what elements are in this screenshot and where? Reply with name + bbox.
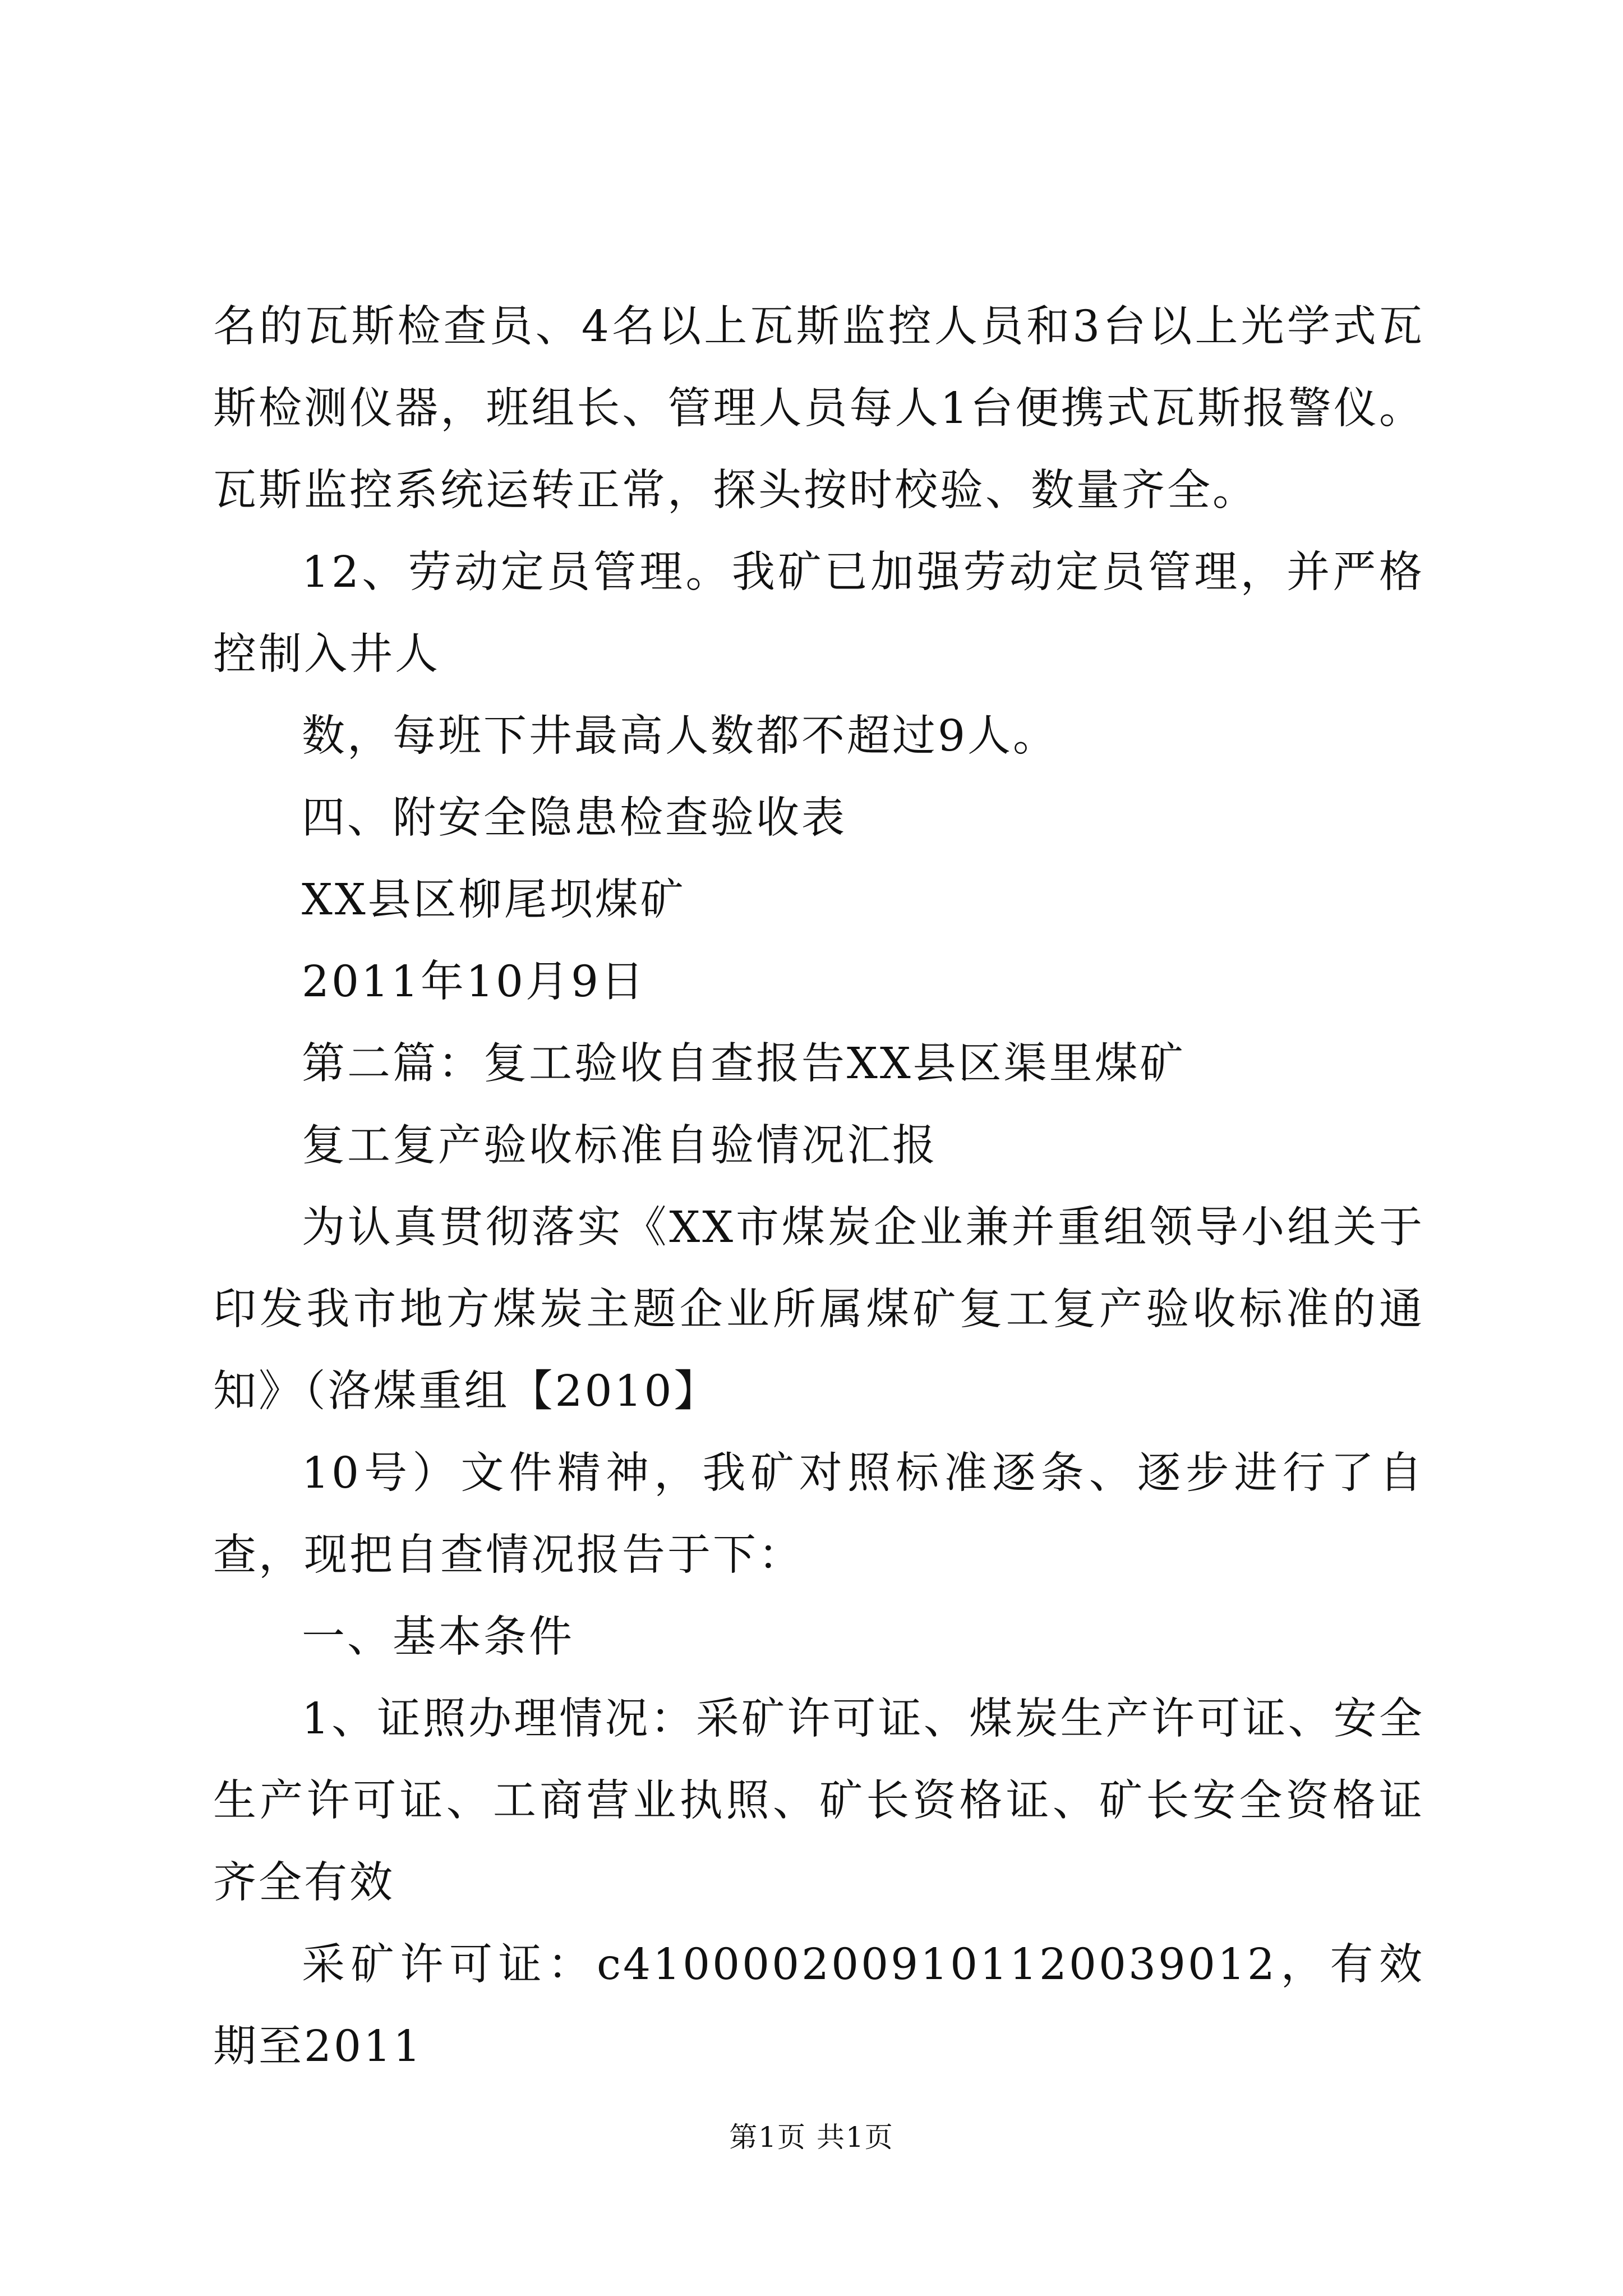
paragraph-4: 四、附安全隐患检查验收表 bbox=[302, 793, 847, 843]
paragraph-9: 为认真贯彻落实《XX市煤炭企业兼并重组领导小组关于印发我市地方煤炭主题企业所属煤矿复工复产验收标准的通知》（洛煤重组【2010】 bbox=[213, 1203, 1424, 1416]
paragraph-10: 10号）文件精神，我矿对照标准逐条、逐步进行了自查，现把自查情况报告于下： bbox=[213, 1448, 1424, 1580]
paragraph-5: XX县区柳尾坝煤矿 bbox=[302, 875, 686, 925]
paragraph-11: 一、基本条件 bbox=[302, 1612, 574, 1662]
paragraph-6: 2011年10月9日 bbox=[302, 957, 646, 1007]
paragraph-2: 12、劳动定员管理。我矿已加强劳动定员管理，并严格控制入井人 bbox=[213, 547, 1424, 679]
page-footer: 第1页 共1页 bbox=[729, 2121, 894, 2154]
paragraph-12: 1、证照办理情况：采矿许可证、煤炭生产许可证、安全生产许可证、工商营业执照、矿长资格证、矿长安全资格证齐全有效 bbox=[213, 1694, 1424, 1908]
document-body bbox=[213, 286, 1424, 2088]
paragraph-3: 数，每班下井最高人数都不超过9人。 bbox=[302, 711, 1058, 761]
paragraph-7: 第二篇：复工验收自查报告XX县区渠里煤矿 bbox=[302, 1039, 1186, 1089]
paragraph-1: 名的瓦斯检查员、4名以上瓦斯监控人员和3台以上光学式瓦斯检测仪器，班组长、管理人员每人1台便携式瓦斯报警仪。瓦斯监控系统运转正常，探头按时校验、数量齐全。 bbox=[213, 302, 1424, 516]
paragraph-13: 采矿许可证：c4100002009101120039012，有效期至2011 bbox=[213, 1940, 1424, 2072]
paragraph-8: 复工复产验收标准自验情况汇报 bbox=[302, 1121, 938, 1171]
